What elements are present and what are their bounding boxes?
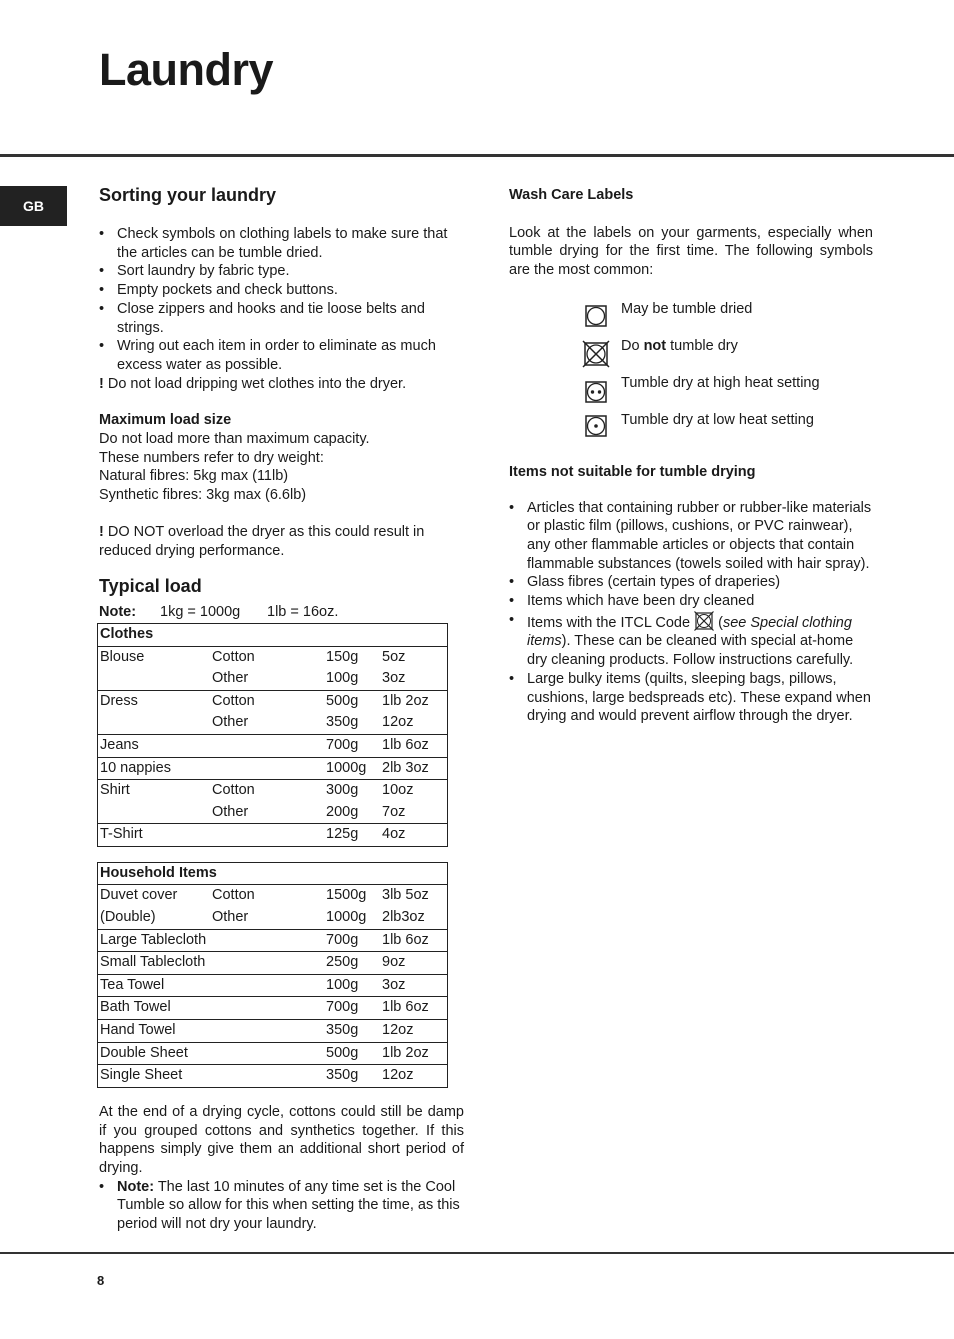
itcl-icon: [694, 611, 714, 631]
text-part: Items with the ITCL Code: [527, 614, 695, 631]
symbol-description: May be tumble dried: [621, 300, 753, 317]
grams-cell: 250g: [324, 952, 380, 975]
high-heat-icon: [573, 374, 619, 403]
table-row: [98, 734, 448, 757]
item-cell: Duvet cover: [100, 887, 178, 904]
fabric-cell: [210, 929, 324, 952]
table-row: [98, 646, 448, 668]
item-cell: T-Shirt: [98, 824, 211, 847]
list-item: • Wring out each item in order to eliminate as much excess water as possible.: [99, 337, 464, 374]
fabric-cell: [210, 997, 324, 1020]
imperial-cell: 1lb 2oz: [380, 690, 448, 712]
language-tab: GB: [0, 186, 67, 226]
right-column: [509, 186, 873, 726]
page-number: 8: [97, 1273, 105, 1288]
item-cell: Double Sheet: [98, 1042, 211, 1065]
list-item: • Articles that containing rubber or rubber-like materials or plastic film (pillows, cushions, or PVC rainwear), any other flammable articles or objects that contain flammable substances (towels soiled with hair spray).: [509, 499, 873, 574]
table-row: [98, 1020, 448, 1043]
text-italic: see Special clothing items: [527, 614, 852, 650]
note-label: Note:: [117, 1178, 155, 1195]
table-row: [98, 757, 448, 780]
grams-cell: 500g: [324, 690, 380, 712]
table-row: [98, 929, 448, 952]
list-item: • Glass fibres (certain types of draperies): [509, 573, 873, 592]
note-label: Note:: [99, 604, 137, 621]
item-cell: [98, 802, 211, 824]
max-load-line: Do not load more than maximum capacity.: [99, 431, 370, 448]
table-header: Household Items: [98, 862, 448, 885]
imperial-cell: 2lb3oz: [382, 909, 425, 926]
item-cell: Blouse: [100, 648, 145, 665]
note-lb: 1lb = 16oz.: [267, 604, 339, 621]
table-row: [98, 907, 448, 929]
item-cell: Small Tablecloth: [98, 952, 211, 975]
list-item: • Large bulky items (quilts, sleeping bags, pillows, cushions, large bedspreads etc). These expand when drying and would prevent airflow through the dryer.: [509, 670, 873, 726]
grams-cell: 300g: [324, 780, 380, 802]
not-suitable-heading: Items not suitable for tumble drying: [509, 463, 756, 480]
grams-cell: 350g: [326, 714, 359, 731]
grams-cell: 150g: [326, 648, 359, 665]
imperial-cell: 12oz: [380, 1020, 448, 1043]
clothes-table: [97, 623, 448, 847]
item-cell: Large Tablecloth: [98, 929, 211, 952]
fabric-cell: [210, 1065, 324, 1088]
text-part: tumble dry: [666, 337, 738, 354]
imperial-cell: 10oz: [380, 780, 448, 802]
household-table: [97, 862, 448, 1088]
imperial-cell: 3oz: [382, 670, 406, 687]
item-cell: 10 nappies: [98, 757, 211, 780]
symbol-list: [509, 300, 873, 448]
sorting-list: [99, 225, 464, 375]
not-suitable-list: [509, 499, 873, 726]
imperial-cell: 3lb 5oz: [382, 887, 429, 904]
closing-paragraph: At the end of a drying cycle, cottons could still be damp if you grouped cottons and synthetics together. If this happens simply give them an additional short period of drying.: [99, 1103, 464, 1176]
imperial-cell: 3oz: [380, 974, 448, 997]
table-row: [98, 802, 448, 824]
wet-clothes-warning: [99, 375, 464, 394]
list-item: • Empty pockets and check buttons.: [99, 281, 464, 300]
tumble-dry-icon: [573, 300, 619, 327]
conversion-note: [99, 603, 464, 622]
item-cell: Single Sheet: [98, 1065, 211, 1088]
table-row: [98, 885, 448, 907]
symbol-description: [621, 337, 738, 356]
grams-cell: 1500g: [326, 887, 367, 904]
imperial-cell: 9oz: [380, 952, 448, 975]
sorting-heading: Sorting your laundry: [99, 185, 277, 205]
item-cell: [98, 712, 211, 734]
fabric-cell: Other: [212, 909, 249, 926]
wash-care-heading: Wash Care Labels: [509, 187, 634, 203]
grams-cell: 100g: [326, 670, 359, 687]
grams-cell: 1000g: [326, 909, 367, 926]
fabric-cell: [210, 952, 324, 975]
imperial-cell: 5oz: [382, 648, 406, 665]
fabric-cell: Other: [212, 803, 249, 820]
grams-cell: 100g: [324, 974, 380, 997]
symbol-row: [509, 300, 873, 337]
item-cell: Shirt: [98, 780, 211, 802]
grams-cell: 500g: [324, 1042, 380, 1065]
list-item: • Check symbols on clothing labels to make sure that the articles can be tumble dried.: [99, 225, 464, 262]
wash-care-intro: Look at the labels on your garments, especially when tumble drying for the first time. The following symbols are the most common:: [509, 224, 873, 279]
warning-mark: !: [99, 523, 104, 540]
imperial-cell: 1lb 6oz: [380, 929, 448, 952]
item-cell: Dress: [98, 690, 211, 712]
footer-divider: [0, 1252, 954, 1254]
imperial-cell: 4oz: [380, 824, 448, 847]
header-divider: [0, 154, 954, 157]
note-text: The last 10 minutes of any time set is the Cool Tumble so allow for this when setting the time, as this period will not dry your laundry.: [117, 1178, 460, 1233]
fabric-cell: [210, 1042, 324, 1065]
imperial-cell: 12oz: [380, 1065, 448, 1088]
fabric-cell: [210, 824, 324, 847]
max-load-heading: Maximum load size: [99, 412, 232, 429]
text-part: Do: [621, 337, 644, 354]
overload-warning: [99, 523, 464, 560]
grams-cell: 350g: [324, 1065, 380, 1088]
symbol-row: [509, 337, 873, 374]
imperial-cell: 1lb 6oz: [380, 734, 448, 757]
table-row: [98, 824, 448, 847]
list-item: [509, 611, 873, 670]
left-column: [99, 184, 464, 1234]
table-row: [98, 997, 448, 1020]
table-row: [98, 712, 448, 734]
fabric-cell: [210, 1020, 324, 1043]
item-cell: Hand Towel: [98, 1020, 211, 1043]
table-row: [98, 952, 448, 975]
text-bold: not: [643, 337, 667, 354]
item-cell: Bath Towel: [98, 997, 211, 1020]
text-part: (: [714, 614, 723, 631]
imperial-cell: 7oz: [382, 803, 406, 820]
list-item: • Sort laundry by fabric type.: [99, 262, 464, 281]
imperial-cell: 1lb 6oz: [380, 997, 448, 1020]
symbol-description: Tumble dry at low heat setting: [621, 411, 814, 428]
item-cell: Tea Towel: [98, 974, 211, 997]
do-not-tumble-dry-icon: [573, 337, 619, 368]
warning-mark: !: [99, 375, 104, 392]
table-row: [98, 690, 448, 712]
grams-cell: 125g: [324, 824, 380, 847]
item-cell: Jeans: [98, 734, 211, 757]
table-row: [98, 780, 448, 802]
text-part: ). These can be cleaned with special at-home dry cleaning products. Follow instructions carefully.: [527, 633, 854, 669]
symbol-row: [509, 374, 873, 411]
closing-note-list: [99, 1178, 464, 1234]
table-row: [98, 668, 448, 690]
table-row: [98, 974, 448, 997]
list-item: • Close zippers and hooks and tie loose belts and strings.: [99, 300, 464, 337]
table-header: Clothes: [98, 623, 448, 646]
low-heat-icon: [573, 411, 619, 437]
table-row: [98, 1065, 448, 1088]
page-title: Laundry: [99, 44, 274, 95]
typical-load-heading: Typical load: [99, 576, 202, 597]
list-item: [99, 1178, 464, 1234]
fabric-cell: [210, 974, 324, 997]
grams-cell: 1000g: [324, 757, 380, 780]
fabric-cell: Cotton: [212, 887, 255, 904]
fabric-cell: Cotton: [210, 690, 324, 712]
grams-cell: 350g: [324, 1020, 380, 1043]
grams-cell: 700g: [324, 929, 380, 952]
fabric-cell: [210, 734, 324, 757]
grams-cell: 200g: [326, 803, 359, 820]
fabric-cell: [210, 757, 324, 780]
max-load-line: Natural fibres: 5kg max (11lb): [99, 468, 289, 485]
list-item: • Items which have been dry cleaned: [509, 592, 873, 611]
note-kg: 1kg = 1000g: [160, 604, 241, 621]
imperial-cell: 1lb 2oz: [380, 1042, 448, 1065]
fabric-cell: Cotton: [210, 780, 324, 802]
grams-cell: 700g: [324, 734, 380, 757]
fabric-cell: Other: [212, 670, 249, 687]
warning-text: Do not load dripping wet clothes into the dryer.: [103, 375, 407, 392]
max-load-line: Synthetic fibres: 3kg max (6.6lb): [99, 487, 307, 504]
item-cell: (Double): [100, 909, 156, 926]
fabric-cell: Other: [212, 714, 249, 731]
warning-text: DO NOT overload the dryer as this could result in reduced drying performance.: [99, 523, 425, 559]
max-load-line: These numbers refer to dry weight:: [99, 449, 324, 466]
symbol-row: [509, 411, 873, 448]
grams-cell: 700g: [324, 997, 380, 1020]
fabric-cell: Cotton: [212, 648, 255, 665]
imperial-cell: 2lb 3oz: [380, 757, 448, 780]
item-cell: [98, 668, 211, 690]
symbol-description: Tumble dry at high heat setting: [621, 374, 820, 391]
table-row: [98, 1042, 448, 1065]
imperial-cell: 12oz: [382, 714, 414, 731]
